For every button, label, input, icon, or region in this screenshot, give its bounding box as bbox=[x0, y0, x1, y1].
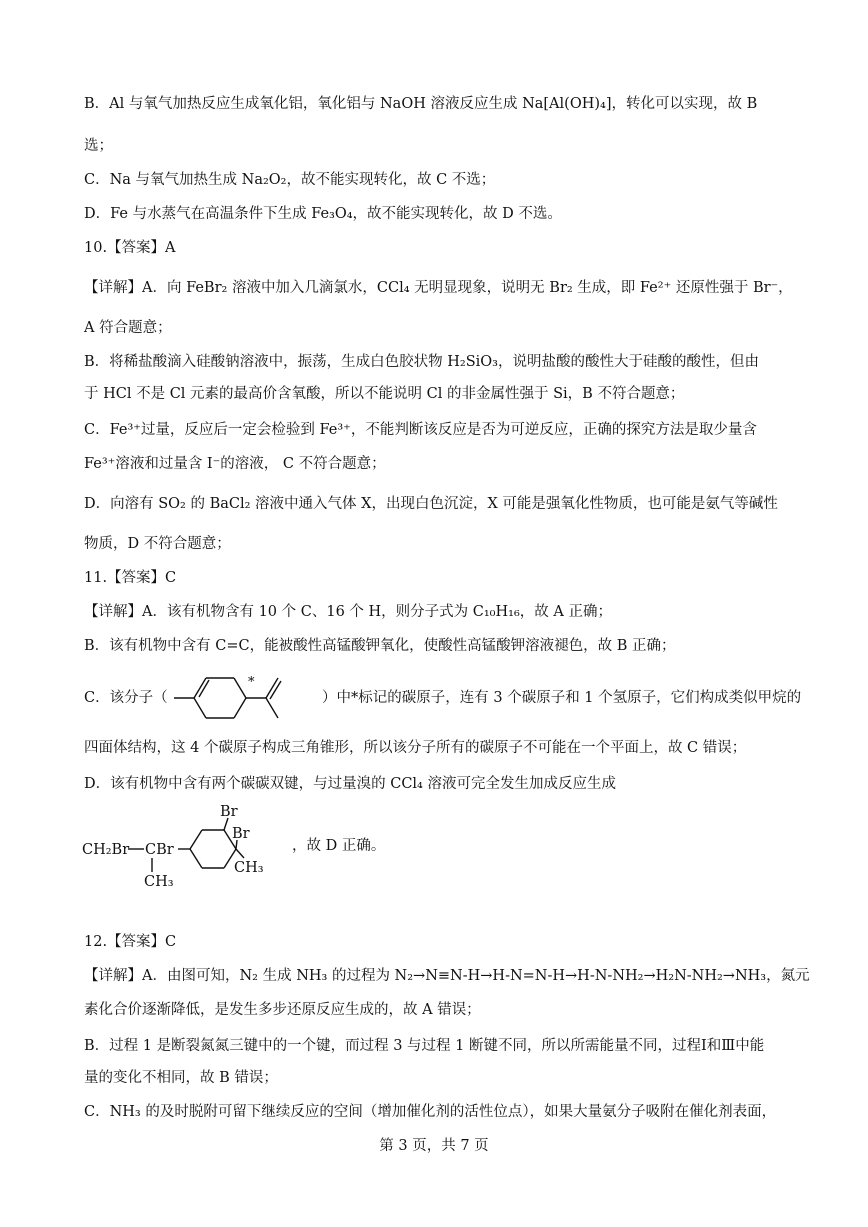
text-line: ，故 D 正确。 bbox=[292, 838, 386, 854]
text-line: B．该有机物中含有 C=C，能被酸性高锰酸钾氧化，使酸性高锰酸钾溶液褪色，故 B 正确； bbox=[84, 638, 676, 654]
text-line: C．该分子（ bbox=[84, 690, 168, 706]
br-top-label: Br bbox=[220, 804, 238, 820]
text-line: 【详解】A．向 FeBr₂ 溶液中加入几滴氯水，CCl₄ 无明显现象，说明无 Br₂ 生成，即 Fe²⁺ 还原性强于 Br⁻， bbox=[84, 280, 793, 296]
text-line: 量的变化不相同，故 B 错误； bbox=[84, 1070, 278, 1086]
brominated-product-structure bbox=[82, 800, 278, 892]
cbr-label: CBr bbox=[145, 842, 174, 858]
limonene-structure bbox=[168, 668, 320, 724]
text-line: B．将稀盐酸滴入硅酸钠溶液中，振荡，生成白色胶状物 H₂SiO₃，说明盐酸的酸性大于硅酸的酸性，但由 bbox=[84, 354, 759, 370]
text-line: D．Fe 与水蒸气在高温条件下生成 Fe₃O₄，故不能实现转化，故 D 不选。 bbox=[84, 206, 562, 222]
text-line: B．Al 与氧气加热反应生成氧化铝，氧化铝与 NaOH 溶液反应生成 Na[Al(OH)₄]，转化可以实现，故 B bbox=[84, 96, 758, 112]
page-footer: 第 3 页，共 7 页 bbox=[379, 1138, 489, 1154]
answer-heading-11: 11.【答案】C bbox=[84, 570, 177, 586]
br-right-label: Br bbox=[232, 826, 250, 842]
text-line: 物质，D 不符合题意； bbox=[84, 536, 231, 552]
text-line: 选； bbox=[84, 138, 113, 154]
text-line: 于 HCl 不是 Cl 元素的最高价含氧酸，所以不能说明 Cl 的非金属性强于 Si，B 不符合题意； bbox=[84, 386, 685, 402]
text-line: C．Na 与氧气加热生成 Na₂O₂，故不能实现转化，故 C 不选； bbox=[84, 172, 496, 188]
text-line: D．向溶有 SO₂ 的 BaCl₂ 溶液中通入气体 X，出现白色沉淀，X 可能是强氧化性物质，也可能是氨气等碱性 bbox=[84, 496, 778, 512]
text-line: D．该有机物中含有两个碳碳双键，与过量溴的 CCl₄ 溶液可完全发生加成反应生成 bbox=[84, 776, 616, 792]
text-line: Fe³⁺溶液和过量含 I⁻的溶液， C 不符合题意； bbox=[84, 456, 386, 472]
text-line: C．Fe³⁺过量，反应后一定会检验到 Fe³⁺，不能判断该反应是否为可逆反应，正确的探究方法是取少量含 bbox=[84, 422, 757, 438]
answer-heading-10: 10.【答案】A bbox=[84, 240, 176, 256]
text-line: 【详解】A．该有机物含有 10 个 C、16 个 H，则分子式为 C₁₀H₁₆，故 A 正确； bbox=[84, 604, 612, 620]
answer-heading-12: 12.【答案】C bbox=[84, 934, 177, 950]
ch2br-label: CH₂Br bbox=[82, 842, 130, 858]
ch3-right-label: CH₃ bbox=[234, 860, 264, 876]
text-line: 【详解】A．由图可知，N₂ 生成 NH₃ 的过程为 N₂→N≡N-H→H-N=N-H→H-N-NH₂→H₂N-NH₂→NH₃，氮元 bbox=[84, 968, 810, 984]
ch3-bottom-label: CH₃ bbox=[144, 874, 174, 890]
chiral-star: * bbox=[248, 675, 255, 690]
text-line: C．NH₃ 的及时脱附可留下继续反应的空间（增加催化剂的活性位点），如果大量氨分子吸附在催化剂表面， bbox=[84, 1104, 777, 1120]
text-line: 素化合价逐渐降低，是发生多步还原反应生成的，故 A 错误； bbox=[84, 1002, 481, 1018]
text-line: 四面体结构，这 4 个碳原子构成三角锥形，所以该分子所有的碳原子不可能在一个平面上，故 C 错误； bbox=[84, 740, 747, 756]
text-line: B．过程 1 是断裂氮氮三键中的一个键，而过程 3 与过程 1 断键不同，所以所需能量不同，过程Ⅰ和Ⅲ中能 bbox=[84, 1038, 765, 1054]
text-line: ）中*标记的碳原子，连有 3 个碳原子和 1 个氢原子，它们构成类似甲烷的 bbox=[322, 690, 802, 706]
text-line: A 符合题意； bbox=[84, 320, 172, 336]
